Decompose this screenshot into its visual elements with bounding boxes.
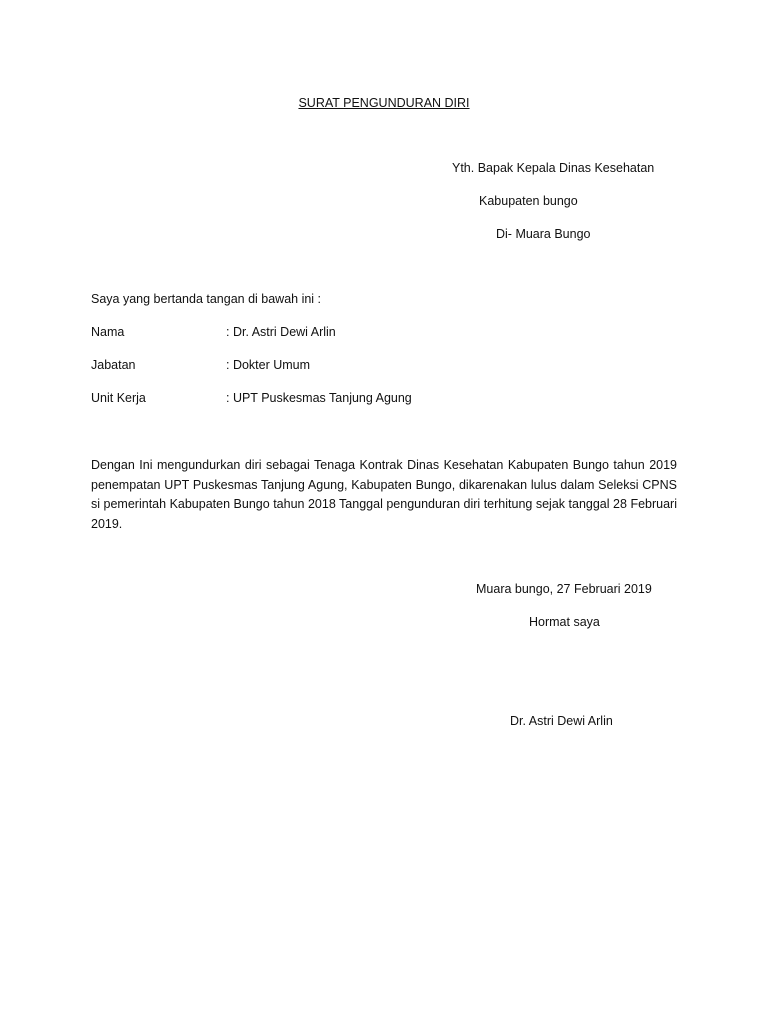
body-paragraph: Dengan Ini mengundurkan diri sebagai Tenaga Kontrak Dinas Kesehatan Kabupaten Bungo tahun 2019 penempatan UPT Puskesmas Tanjung Agung, Kabupaten Bungo, dikarenakan lulus dalam Seleksi CPNS si pemerintah Kabupaten Bungo tahun 2018 Tanggal pengunduran diri terhitung sejak tanggal 28 Februari 2019.	[91, 458, 677, 531]
recipient-line-3: Di- Muara Bungo	[496, 227, 591, 241]
place-date: Muara bungo, 27 Februari 2019	[476, 582, 652, 596]
field-value-nama: : Dr. Astri Dewi Arlin	[226, 325, 336, 339]
field-value-jabatan: : Dokter Umum	[226, 358, 311, 372]
recipient-line-2: Kabupaten bungo	[479, 194, 578, 208]
field-label-jabatan: Jabatan	[91, 358, 136, 372]
recipient-line-1: Yth. Bapak Kepala Dinas Kesehatan	[452, 161, 655, 175]
field-label-unit-kerja: Unit Kerja	[91, 391, 146, 405]
intro-text: Saya yang bertanda tangan di bawah ini :	[91, 292, 322, 306]
letter-title: SURAT PENGUNDURAN DIRI	[298, 96, 470, 110]
closing-text: Hormat saya	[529, 615, 600, 629]
field-label-nama: Nama	[91, 325, 125, 339]
field-value-unit-kerja: : UPT Puskesmas Tanjung Agung	[226, 391, 412, 405]
signer-name: Dr. Astri Dewi Arlin	[510, 714, 613, 728]
